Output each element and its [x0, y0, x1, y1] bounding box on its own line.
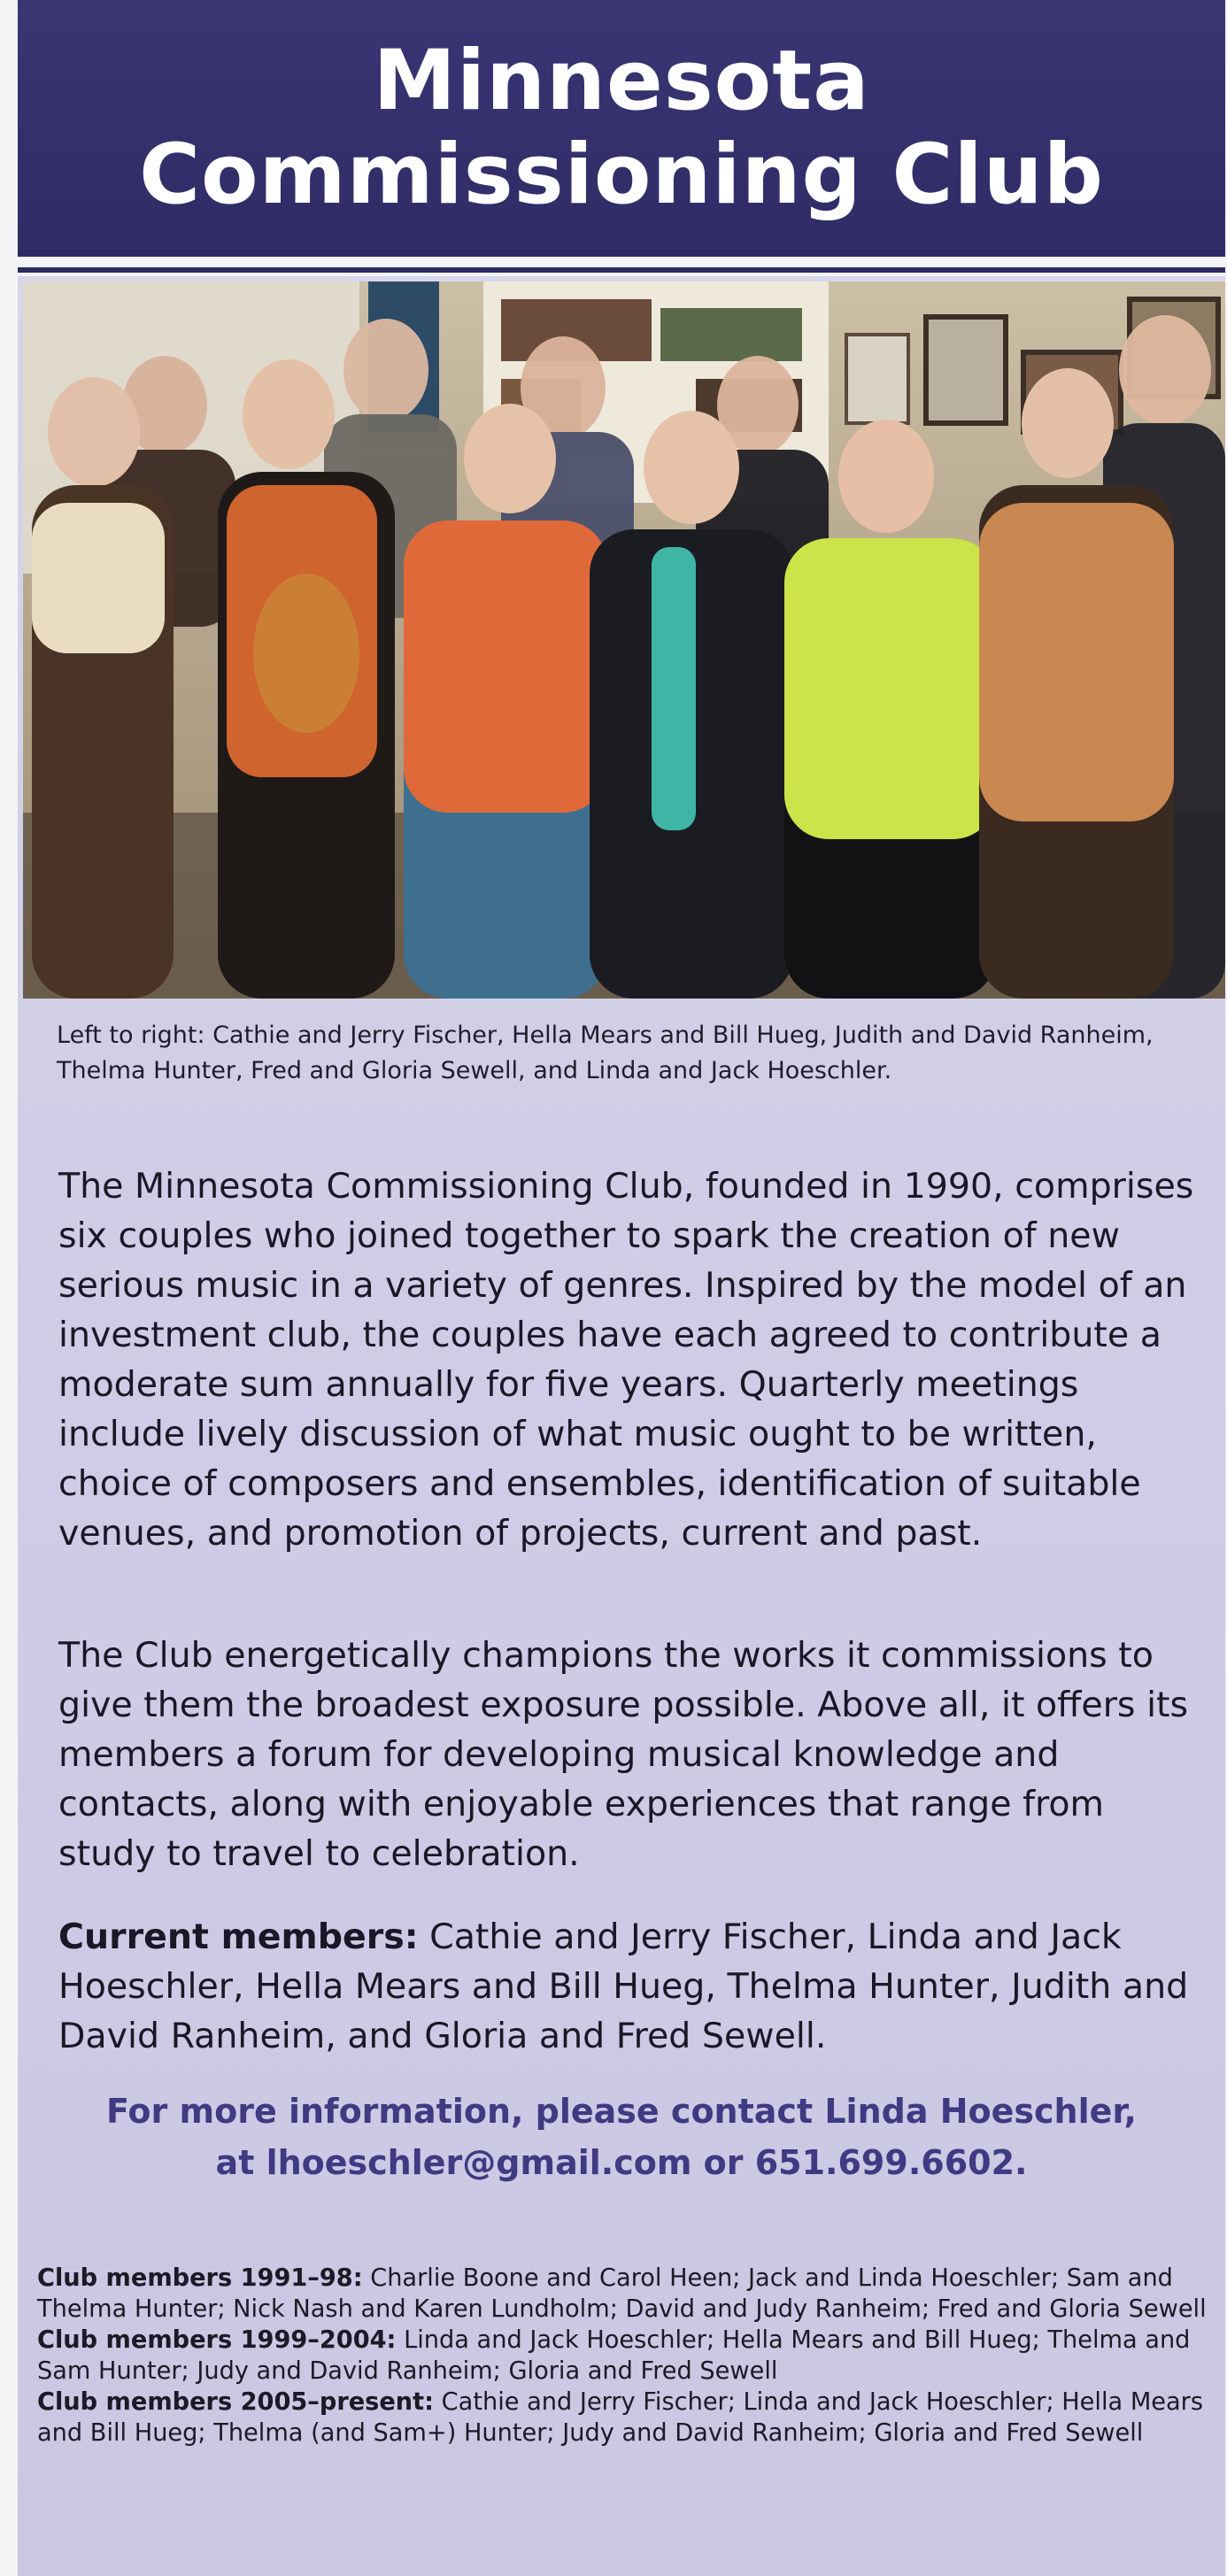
history-entry-label: Club members 1999–2004:: [37, 2326, 397, 2354]
photo-caption: Left to right: Cathie and Jerry Fischer, Hella Mears and Bill Hueg, Judith and David Ranheim, Thelma Hunter, Fred and Gloria Sewell, and Linda and Jack Hoeschler.: [57, 1022, 1154, 1084]
contact-info: [35, 2086, 1208, 2188]
page-title-line-1: Minnesota: [373, 33, 870, 129]
current-members-label: Current members:: [58, 1917, 419, 1957]
contact-line-1: For more information, please contact Linda Hoeschler,: [106, 2092, 1137, 2131]
current-members-list: Cathie and Jerry Fischer, Linda and Jack Hoeschler, Hella Mears and Bill Hueg, Thelma Hunter, Judith and David Ranheim, and Gloria and Fred Sewell.: [58, 1917, 1189, 2056]
page-title-line-2: Commissioning Club: [139, 127, 1104, 223]
history-entry: [37, 2387, 1215, 2449]
history-entry-text: Linda and Jack Hoeschler; Hella Mears and Bill Hueg; Thelma and Sam Hunter; Judy and David Ranheim; Gloria and Fred Sewell: [37, 2326, 1191, 2385]
history-entry-label: Club members 1991–98:: [37, 2264, 363, 2292]
group-photo-illustration: [23, 282, 1225, 999]
content-panel: [18, 276, 1225, 2576]
group-photo-icon: [23, 282, 1225, 999]
current-members-paragraph: [58, 1912, 1200, 2061]
header-divider: [18, 267, 1225, 273]
history-entry: [37, 2325, 1215, 2387]
contact-line-2: at lhoeschler@gmail.com or 651.699.6602.: [215, 2143, 1028, 2182]
history-entry-label: Club members 2005–present:: [37, 2388, 435, 2416]
history-entry: [37, 2263, 1215, 2325]
history-entry-text: Charlie Boone and Carol Heen; Jack and Linda Hoeschler; Sam and Thelma Hunter; Nick Nash and Karen Lundholm; David and Judy Ranheim; Fred and Gloria Sewell: [37, 2264, 1207, 2323]
title-banner: [18, 0, 1225, 257]
history-entry-text: Cathie and Jerry Fischer; Linda and Jack Hoeschler; Hella Mears and Bill Hueg; Thelma (and Sam+) Hunter; Judy and David Ranheim; Gloria and Fred Sewell: [37, 2388, 1204, 2447]
mission-paragraph: The Club energetically champions the works it commissions to give them the broadest exposure possible. Above all, it offers its members a forum for developing musical knowledge and contacts, along with enjoyable experiences that range from study to travel to celebration.: [58, 1635, 1189, 1874]
membership-history: [37, 2263, 1215, 2449]
intro-paragraph: The Minnesota Commissioning Club, founded in 1990, comprises six couples who joined together to spark the creation of new serious music in a variety of genres. Inspired by the model of an investment club, the couples have each agreed to contribute a moderate sum annually for five years. Quarterly meetings include lively discussion of what music ought to be written, choice of composers and ensembles, identification of suitable venues, and promotion of projects, current and past.: [58, 1166, 1194, 1554]
